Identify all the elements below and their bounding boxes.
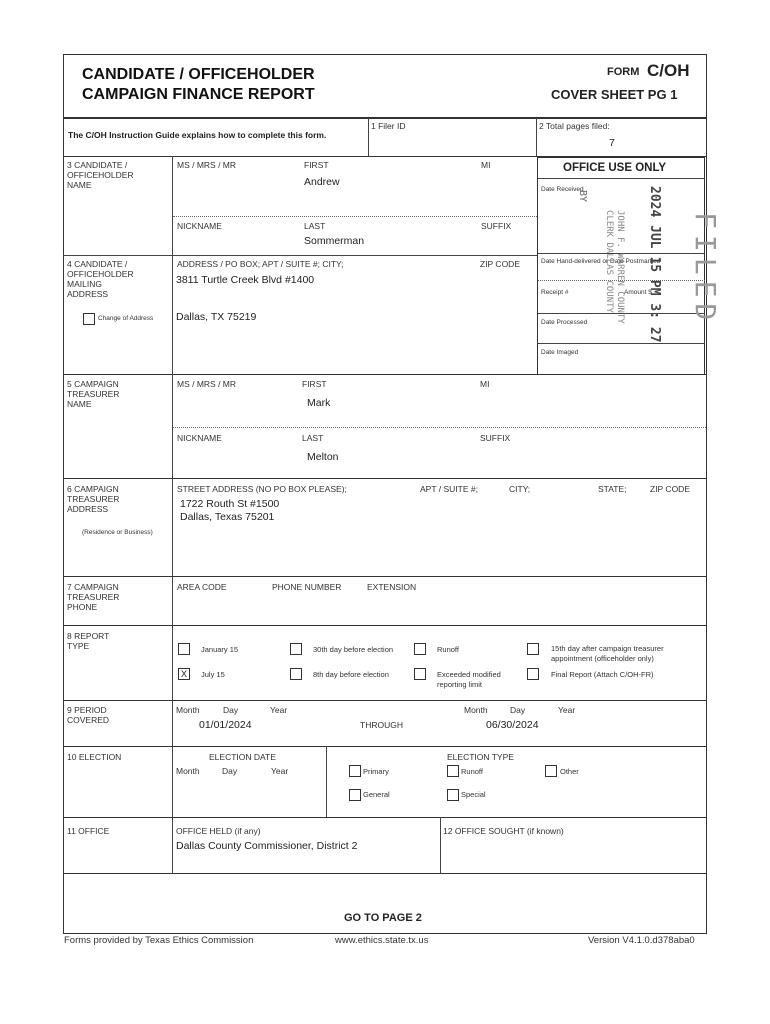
- election-type-label: ELECTION TYPE: [447, 752, 514, 762]
- general-label: General: [363, 790, 390, 799]
- start-month-label: Month: [176, 705, 200, 715]
- 8day-checkbox[interactable]: [290, 668, 302, 680]
- phone-number-label: PHONE NUMBER: [272, 582, 342, 592]
- area-code-label: AREA CODE: [177, 582, 227, 592]
- 30day-checkbox[interactable]: [290, 643, 302, 655]
- period-start-value: 01/01/2024: [199, 719, 252, 731]
- candidate-name-label: 3 CANDIDATE / OFFICEHOLDER NAME: [67, 160, 134, 190]
- tr-street-label: STREET ADDRESS (NO PO BOX PLEASE);: [177, 484, 347, 494]
- date-processed-label: Date Processed: [541, 319, 588, 326]
- rule: [63, 873, 707, 874]
- election-year-label: Year: [271, 766, 289, 776]
- tr-address-line2: Dallas, Texas 75201: [180, 511, 275, 523]
- tr-state-label: STATE;: [598, 484, 627, 494]
- primary-checkbox[interactable]: [349, 765, 361, 777]
- date-hand-label: Date Hand-delivered or Date Postmarked: [541, 258, 661, 265]
- general-checkbox[interactable]: [349, 789, 361, 801]
- jan15-label: January 15: [201, 645, 239, 654]
- receipt-label: Receipt #: [541, 289, 569, 296]
- tr-nickname-label: NICKNAME: [177, 433, 222, 443]
- 8day-label: 8th day before election: [313, 670, 389, 679]
- rule: [63, 478, 707, 479]
- period-end-value: 06/30/2024: [486, 719, 539, 731]
- treasurer-phone-label: 7 CAMPAIGN TREASURER PHONE: [67, 582, 120, 612]
- end-month-label: Month: [464, 705, 488, 715]
- office-sought-label: 12 OFFICE SOUGHT (if known): [443, 826, 564, 836]
- total-pages-label: 2 Total pages filed:: [539, 121, 610, 131]
- street-value: 3811 Turtle Creek Blvd #1400: [176, 274, 315, 286]
- runoff-election-label: Runoff: [461, 767, 483, 776]
- form-title-line1: CANDIDATE / OFFICEHOLDER: [82, 66, 315, 83]
- cover-sheet-label: COVER SHEET PG 1: [551, 87, 678, 102]
- rule: [63, 576, 707, 577]
- instruction-text: The C/OH Instruction Guide explains how to complete this form.: [68, 130, 327, 140]
- office-label: 11 OFFICE: [67, 826, 110, 836]
- special-label: Special: [461, 790, 486, 799]
- cand-first-value: Andrew: [304, 176, 340, 188]
- cand-suffix-label: SUFFIX: [481, 221, 512, 231]
- special-checkbox[interactable]: [447, 789, 459, 801]
- total-pages-value: 7: [609, 137, 615, 149]
- provided-by: Forms provided by Texas Ethics Commission: [64, 935, 254, 946]
- divider: [440, 817, 441, 873]
- tr-prefix-label: MS / MRS / MR: [177, 379, 237, 389]
- cand-last-value: Sommerman: [304, 235, 365, 247]
- office-held-label: OFFICE HELD (if any): [176, 826, 261, 836]
- change-address-label: Change of Address: [98, 315, 154, 322]
- final-label: Final Report (Attach C/OH-FR): [551, 670, 654, 679]
- treasurer-address-label: 6 CAMPAIGN TREASURER ADDRESS: [67, 484, 120, 514]
- election-day-label: Day: [222, 766, 238, 776]
- version: Version V4.1.0.d378aba0: [588, 935, 695, 946]
- cand-last-label: LAST: [304, 221, 326, 231]
- tr-mi-label: MI: [480, 379, 490, 389]
- treasurer-name-label: 5 CAMPAIGN TREASURER NAME: [67, 379, 120, 409]
- jan15-checkbox[interactable]: [178, 643, 190, 655]
- rule: [63, 746, 707, 747]
- tr-last-label: LAST: [302, 433, 324, 443]
- go-to-page-2: GO TO PAGE 2: [344, 912, 422, 924]
- header-rule: [63, 117, 707, 119]
- city-value: Dallas, TX 75219: [176, 311, 257, 323]
- divider: [536, 118, 537, 156]
- start-day-label: Day: [223, 705, 239, 715]
- rule: [538, 343, 705, 344]
- tr-last-value: Melton: [307, 451, 339, 463]
- dotted-rule: [173, 216, 537, 217]
- filed-stamp: FILED: [689, 212, 722, 327]
- election-month-label: Month: [176, 766, 200, 776]
- final-checkbox[interactable]: [527, 668, 539, 680]
- rule: [63, 817, 707, 818]
- tr-zip-label: ZIP CODE: [650, 484, 690, 494]
- amount-label: Amount $: [624, 289, 652, 296]
- cand-nickname-label: NICKNAME: [177, 221, 222, 231]
- rule: [63, 700, 707, 701]
- divider: [326, 746, 327, 817]
- filed-date-stamp: 2024 JUL 15 PM 3: 27: [647, 186, 662, 343]
- form-label: FORM: [607, 66, 640, 78]
- exceeded-label: Exceeded modified reporting limit: [437, 670, 501, 689]
- election-label: 10 ELECTION: [67, 752, 122, 762]
- divider: [172, 374, 173, 873]
- date-imaged-label: Date Imaged: [541, 349, 579, 356]
- date-received-label: Date Received: [541, 186, 584, 193]
- jul15-checkbox[interactable]: X: [178, 668, 190, 680]
- jul15-label: July 15: [201, 670, 225, 679]
- end-year-label: Year: [558, 705, 576, 715]
- tr-first-value: Mark: [307, 397, 331, 409]
- runoff-checkbox[interactable]: [414, 643, 426, 655]
- form-title-line2: CAMPAIGN FINANCE REPORT: [82, 86, 315, 103]
- primary-label: Primary: [363, 767, 389, 776]
- through-label: THROUGH: [360, 720, 403, 730]
- other-label: Other: [560, 767, 579, 776]
- report-type-label: 8 REPORT TYPE: [67, 631, 110, 651]
- rule: [63, 255, 537, 256]
- exceeded-checkbox[interactable]: [414, 668, 426, 680]
- extension-label: EXTENSION: [367, 582, 417, 592]
- zip-label: ZIP CODE: [480, 259, 520, 269]
- runoff-label: Runoff: [437, 645, 459, 654]
- cand-prefix-label: MS / MRS / MR: [177, 160, 237, 170]
- filer-id-label: 1 Filer ID: [371, 121, 406, 131]
- start-year-label: Year: [270, 705, 288, 715]
- website: www.ethics.state.tx.us: [335, 935, 429, 946]
- period-label: 9 PERIOD COVERED: [67, 705, 110, 725]
- divider: [368, 118, 369, 156]
- 15day-checkbox[interactable]: [527, 643, 539, 655]
- change-address-checkbox[interactable]: [83, 313, 95, 325]
- tr-first-label: FIRST: [302, 379, 327, 389]
- end-day-label: Day: [510, 705, 526, 715]
- election-date-label: ELECTION DATE: [209, 752, 276, 762]
- by-stamp: BY: [577, 190, 588, 203]
- dotted-rule: [173, 427, 706, 428]
- cand-mi-label: MI: [481, 160, 491, 170]
- office-held-value: Dallas County Commissioner, District 2: [176, 840, 358, 852]
- rule: [63, 625, 707, 626]
- mailing-address-label: 4 CANDIDATE / OFFICEHOLDER MAILING ADDRESS: [67, 259, 134, 299]
- tr-address-line1: 1722 Routh St #1500: [180, 498, 280, 510]
- rule: [538, 178, 705, 179]
- 15day-label: 15th day after campaign treasurer appointment (officeholder only): [551, 644, 664, 663]
- cand-first-label: FIRST: [304, 160, 329, 170]
- other-checkbox[interactable]: [545, 765, 557, 777]
- office-use-title: OFFICE USE ONLY: [563, 162, 667, 174]
- form-code: C/OH: [647, 61, 690, 80]
- rule: [63, 374, 707, 375]
- runoff-election-checkbox[interactable]: [447, 765, 459, 777]
- divider: [172, 156, 173, 374]
- residence-note: (Residence or Business): [82, 529, 153, 536]
- 30day-label: 30th day before election: [313, 645, 394, 654]
- tr-apt-label: APT / SUITE #;: [420, 484, 478, 494]
- county-clerk-stamp: JOHN F. WARREN COUNTY CLERK DALLAS COUNTY: [604, 210, 625, 324]
- address-field-label: ADDRESS / PO BOX; APT / SUITE #; CITY;: [177, 259, 344, 269]
- tr-suffix-label: SUFFIX: [480, 433, 511, 443]
- tr-city-label: CITY;: [509, 484, 531, 494]
